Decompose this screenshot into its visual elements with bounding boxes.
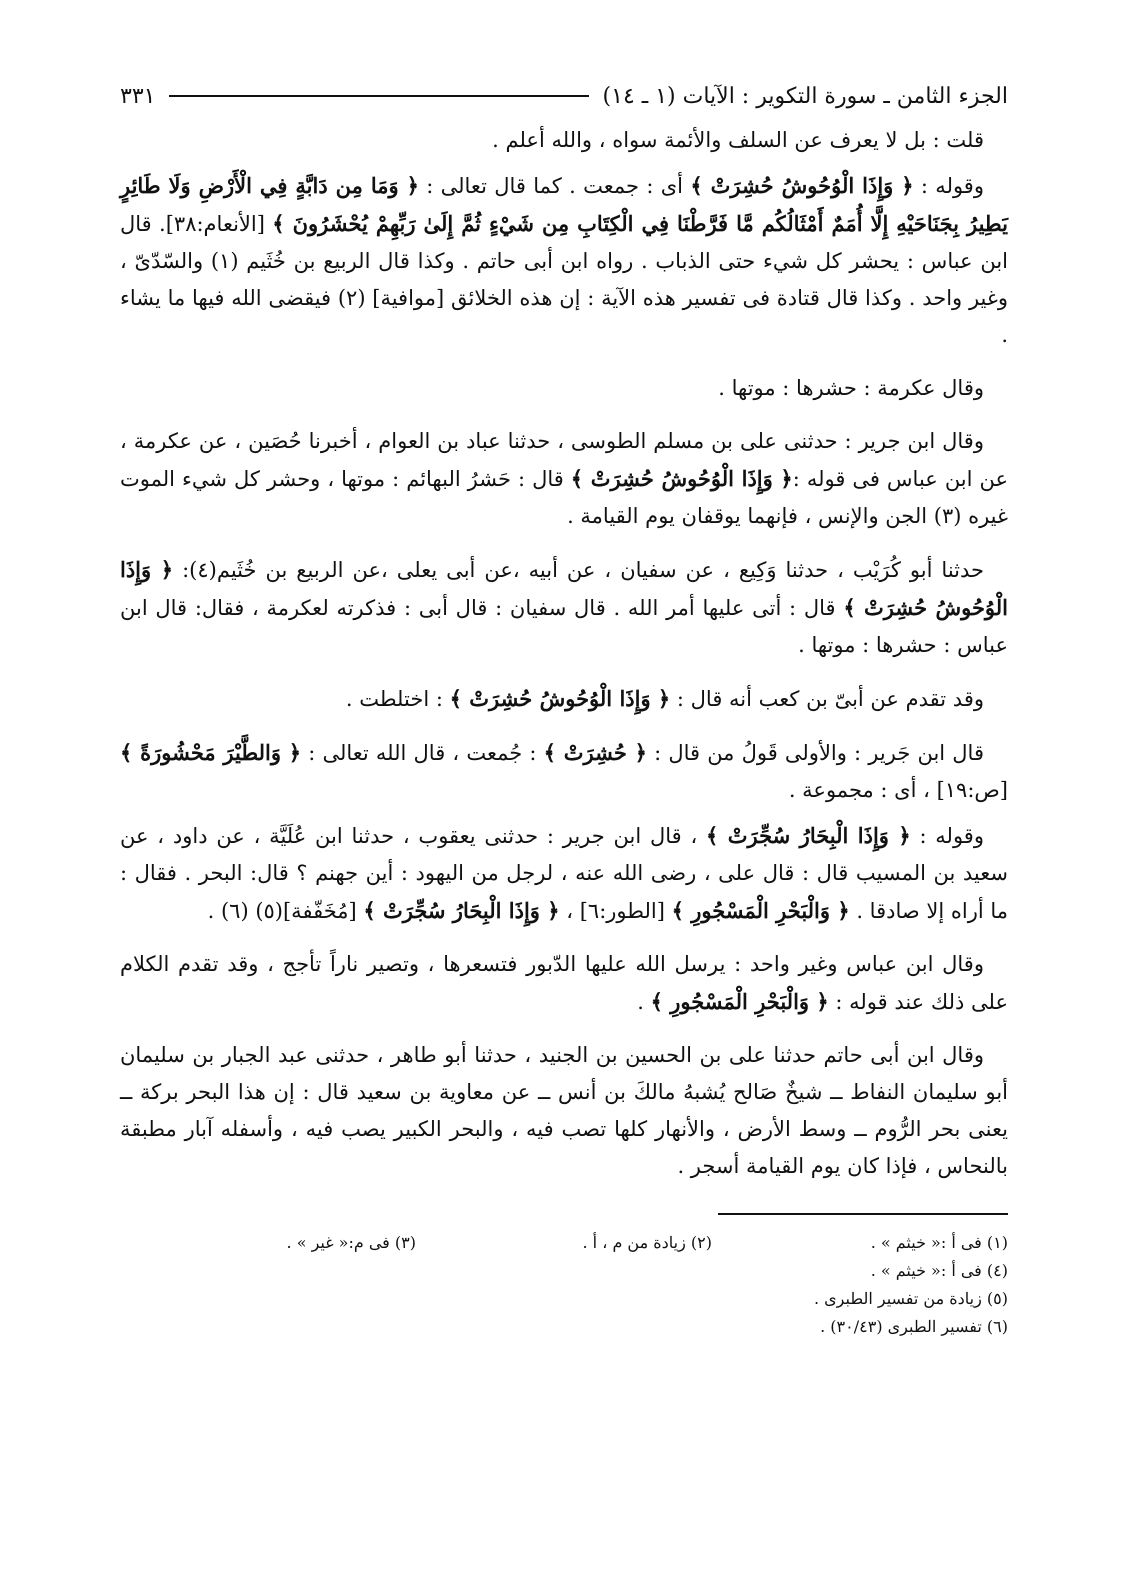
quran-quote: ﴿ وَالْبَحْرِ الْمَسْجُورِ ﴾ xyxy=(650,989,829,1014)
paragraph-10 xyxy=(120,1037,1008,1185)
text-run: وقال عكرمة : حشرها : موتها . xyxy=(718,376,984,400)
text-run: . xyxy=(637,990,651,1014)
quran-quote: ﴿ وَإِذَا الْوُحُوشُ حُشِرَتْ ﴾ xyxy=(690,173,914,198)
text-run: وقد تقدم عن أبىّ بن كعب أنه قال : xyxy=(670,687,984,711)
quran-quote: ﴿ وَإِذَا الْوُحُوشُ حُشِرَتْ ﴾ xyxy=(570,466,793,491)
text-run: [مُخَفّفة](٥) (٦) . xyxy=(207,899,364,923)
quran-quote: ﴿ وَإِذَا الْبِحَارُ سُجِّرَتْ ﴾ xyxy=(706,823,911,848)
text-run: قال : حَشرُ البهائم : موتها ، وحشر كل شيء الموت غيره (٣) الجن والإنس ، فإنهما يوقفان يوم القيامة . xyxy=(120,467,1008,528)
quran-quote: ﴿ وَالطَّيْرَ مَحْشُورَةً ﴾ xyxy=(120,740,302,765)
text-run: قال : أتى عليها أمر الله . قال سفيان : قال أبى : فذكرته لعكرمة ، فقال: قال ابن عباس : حشرها : موتها . xyxy=(120,596,1008,657)
text-run: [الأنعام:٣٨]. قال ابن عباس : يحشر كل شيء حتى الذباب . رواه ابن أبى حاتم . وكذا قال الربيع بن خُثَيم (١) والسّدّىّ ، وغير واحد . وكذا قال قتادة فى تفسير هذه الآية : إن هذه الخلائق [موافية] (٢) فيقضى الله فيها ما يشاء . xyxy=(120,212,1008,347)
text-run: : اختلطت . xyxy=(345,687,450,711)
footnote-1: (١) فى أ :« خيثم » . xyxy=(870,1233,1008,1252)
text-run: وقوله : xyxy=(913,174,984,198)
paragraph-6 xyxy=(120,680,1008,718)
footnote-row xyxy=(120,1229,1008,1257)
running-header xyxy=(120,72,1008,120)
text-run: : جُمعت ، قال الله تعالى : xyxy=(301,741,544,765)
text-run: [الطور:٦] ، xyxy=(559,899,672,923)
quran-quote: ﴿ وَإِذَا الْوُحُوشُ حُشِرَتْ ﴾ xyxy=(449,686,671,711)
footnote-2: (٢) زيادة من م ، أ . xyxy=(582,1233,712,1252)
text-run: وقال ابن أبى حاتم حدثنا على بن الحسين بن الجنيد ، حدثنا أبو طاهر ، حدثنى عبد الجبار بن سليمان أبو سليمان النفاط ــ شيخٌ صَالح يُشبهُ مالكَ بن أنس ــ عن معاوية بن سعيد قال : إن هذا البحر بركة ــ يعنى بحر الرُّوم ــ وسط الأرض ، والأنهار كلها تصب فيه ، والبحر الكبير يصب فيه ، وأسفله آبار مطبقة بالنحاس ، فإذا كان يوم القيامة أسجر . xyxy=(120,1043,1008,1178)
page xyxy=(120,72,1008,1522)
footnote-5: (٥) زيادة من تفسير الطبرى . xyxy=(813,1289,1008,1308)
footnote-divider xyxy=(718,1213,1008,1215)
footnote-4: (٤) فى أ :« خيثم » . xyxy=(870,1261,1008,1280)
quran-quote: ﴿ حُشِرَتْ ﴾ xyxy=(543,740,647,765)
paragraph-2 xyxy=(120,167,1008,354)
quran-quote: ﴿ وَإِذَا الْوُحُوشُ حُشِرَتْ ﴾ xyxy=(120,557,1009,620)
text-run: وقال ابن عباس وغير واحد : يرسل الله عليها الدّبور فتسعرها ، وتصير ناراً تأجج ، وقد تقدم الكلام على ذلك عند قوله : xyxy=(120,952,1008,1014)
paragraph-7 xyxy=(120,734,1008,809)
text-run: أى : جمعت . كما قال تعالى : xyxy=(418,174,691,198)
quran-quote: ﴿ وَمَا مِن دَابَّةٍ فِي الْأَرْضِ وَلَا طَائِرٍ يَطِيرُ بِجَنَاحَيْهِ إِلَّا أُمَمٌ أَمْثَالُكُم مَّا فَرَّطْنَا فِي الْكِتَابِ مِن شَيْءٍ ثُمَّ إِلَىٰ رَبِّهِمْ يُحْشَرُونَ ﴾ xyxy=(120,173,1008,236)
paragraph-1 xyxy=(120,122,1008,159)
body-text xyxy=(120,122,1008,1185)
paragraph-4 xyxy=(120,423,1008,535)
paragraph-8 xyxy=(120,817,1008,930)
text-run: حدثنا أبو كُرَيْب ، حدثنا وَكِيع ، عن سفيان ، عن أبيه ،عن أبى يعلى ،عن الربيع بن خُثَيم(٤): xyxy=(173,558,984,582)
paragraph-3 xyxy=(120,370,1008,407)
header-title: الجزء الثامن ـ سورة التكوير : الآيات (١ ـ ١٤) xyxy=(602,83,1008,109)
page-number: ٣٣١ xyxy=(120,83,156,109)
footnote-3: (٣) فى م:« غير » . xyxy=(286,1233,416,1252)
footnotes xyxy=(120,1229,1008,1341)
footnote-6: (٦) تفسير الطبرى (٣٠/٤٣) . xyxy=(820,1317,1008,1336)
text-run: قلت : بل لا يعرف عن السلف والأئمة سواه ، والله أعلم . xyxy=(492,128,984,152)
text-run: ، قال ابن جرير : حدثنى يعقوب ، حدثنا ابن عُلَيَّة ، عن داود ، عن سعيد بن المسيب قال : قال على ، رضى الله عنه ، لرجل من اليهود : أين جهنم ؟ قال: البحر . فقال : ما أراه إلا صادقا . xyxy=(120,824,1008,923)
text-run: [ص:١٩] ، أى : مجموعة . xyxy=(788,778,1008,802)
text-run: وقال ابن جرير : حدثنى على بن مسلم الطوسى ، حدثنا عباد بن العوام ، أخبرنا حُصَين ، عن عكرمة ، عن ابن عباس فى قوله : xyxy=(120,429,1008,491)
paragraph-5 xyxy=(120,551,1008,664)
quran-quote: ﴿ وَإِذَا الْبِحَارُ سُجِّرَتْ ﴾ xyxy=(363,898,560,923)
header-rule xyxy=(169,95,588,97)
paragraph-9 xyxy=(120,946,1008,1021)
text-run: قال ابن جَرير : والأولى قَولُ من قال : xyxy=(646,741,984,765)
quran-quote: ﴿ وَالْبَحْرِ الْمَسْجُورِ ﴾ xyxy=(671,898,850,923)
text-run: وقوله : xyxy=(910,824,984,848)
